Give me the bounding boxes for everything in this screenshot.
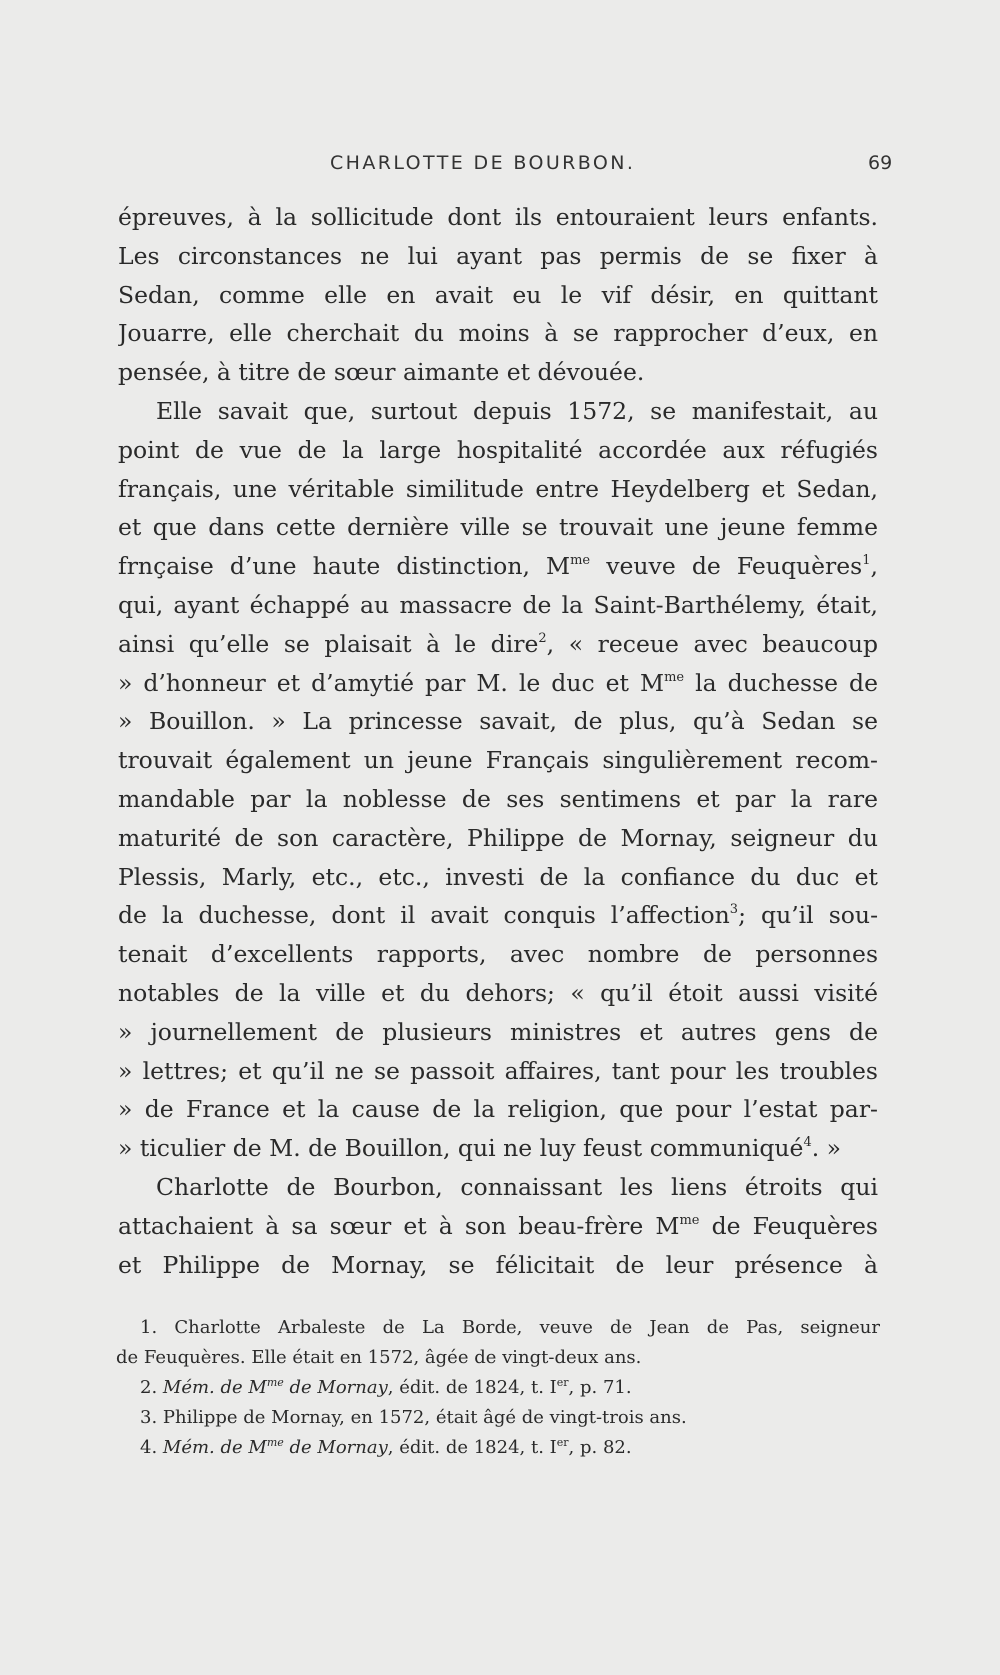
text-line (118, 896, 878, 935)
text-line: » lettres; et qu’il ne se passoit affaires, tant pour les troubles (118, 1056, 878, 1085)
footnote: 1. Charlotte Arbaleste de La Borde, veuve de Jean de Pas, seigneur (140, 1317, 880, 1338)
superscript: me (664, 669, 685, 685)
running-header (0, 152, 1000, 186)
text-fragment: , édit. de 1824, t. I (387, 1377, 557, 1398)
text-line: maturité de son caractère, Philippe de Mornay, seigneur du (118, 823, 878, 852)
footnote-ref: 4 (803, 1135, 812, 1151)
superscript: me (570, 553, 591, 569)
text-fragment: de Mornay (283, 1377, 388, 1398)
superscript: me (679, 1212, 700, 1228)
text-line (118, 1129, 878, 1168)
text-line: » Bouillon. » La princesse savait, de plus, qu’à Sedan se (118, 707, 878, 736)
text-line: Elle savait que, surtout depuis 1572, se manifestait, au (156, 396, 878, 425)
text-fragment: , (870, 552, 878, 581)
footnote: 3. Philippe de Mornay, en 1572, était âgé de vingt-trois ans. (140, 1407, 687, 1428)
text-fragment: Mém. de M (162, 1377, 267, 1398)
text-fragment: frnçaise d’une haute distinction, M (118, 552, 571, 581)
text-line: Jouarre, elle cherchait du moins à se rapprocher d’eux, en (118, 319, 878, 348)
footnote (116, 1373, 880, 1403)
text-line (118, 625, 878, 664)
text-line: Plessis, Marly, etc., etc., investi de la confiance du duc et (118, 862, 878, 891)
footnote-ref: 2 (538, 630, 547, 646)
text-fragment: , p. 71. (568, 1377, 632, 1398)
text-fragment: Mém. de M (162, 1437, 267, 1458)
text-fragment: la duchesse de (684, 668, 878, 697)
text-fragment: veuve de Feuquères (590, 552, 863, 581)
text-fragment: me (266, 1436, 284, 1449)
text-line: pensée, à titre de sœur aimante et dévouée. (118, 358, 645, 387)
text-fragment: me (266, 1376, 284, 1389)
page-number: 69 (868, 152, 893, 174)
text-fragment: » ticulier de M. de Bouillon, qui ne luy feust communiqué (118, 1134, 804, 1163)
text-fragment: 2. (140, 1377, 163, 1398)
text-fragment: . » (811, 1134, 842, 1163)
text-line (118, 664, 878, 703)
text-line: qui, ayant échappé au massacre de la Saint-Barthélemy, était, (118, 590, 878, 619)
text-line: et que dans cette dernière ville se trouvait une jeune femme (118, 513, 878, 542)
text-line: et Philippe de Mornay, se félicitait de leur présence à (118, 1250, 878, 1279)
footnote-ref: 3 (729, 902, 739, 918)
text-fragment: , p. 82. (568, 1437, 632, 1458)
text-line (118, 1207, 878, 1246)
footnotes (116, 1313, 880, 1463)
running-title: CHARLOTTE DE BOURBON. (330, 152, 636, 174)
text-line: épreuves, à la sollicitude dont ils entouraient leurs enfants. (118, 203, 878, 231)
text-line: Sedan, comme elle en avait eu le vif désir, en quittant (118, 280, 878, 309)
text-line: Les circonstances ne lui ayant pas permis de se fixer à (118, 241, 878, 270)
text-line (118, 547, 878, 586)
text-fragment: er (556, 1376, 569, 1389)
text-line: notables de la ville et du dehors; « qu’il étoit aussi visité (118, 978, 878, 1007)
text-line: Charlotte de Bourbon, connaissant les liens étroits qui (156, 1172, 878, 1201)
text-line: mandable par la noblesse de ses sentimens et par la rare (118, 784, 878, 813)
body-text (118, 198, 878, 1284)
text-fragment: , « receue avec beaucoup (546, 629, 878, 658)
text-fragment: ainsi qu’elle se plaisait à le dire (118, 629, 539, 658)
text-line: trouvait également un jeune Français singulièrement recom- (118, 746, 878, 775)
text-fragment: de Feuquères (699, 1211, 878, 1240)
text-line: français, une véritable similitude entre Heydelberg et Sedan, (118, 474, 878, 503)
text-fragment: 4. (140, 1437, 163, 1458)
footnote (116, 1433, 880, 1463)
text-line: » journellement de plusieurs ministres et autres gens de (118, 1017, 878, 1046)
text-fragment: de la duchesse, dont il avait conquis l’affection (118, 901, 730, 930)
text-fragment: attachaient à sa sœur et à son beau-frère M (118, 1211, 680, 1240)
footnote-ref: 1 (862, 553, 871, 569)
text-line: point de vue de la large hospitalité accordée aux réfugiés (118, 435, 878, 464)
text-fragment: , édit. de 1824, t. I (387, 1437, 557, 1458)
text-line: » de France et la cause de la religion, que pour l’estat par- (118, 1095, 878, 1124)
text-fragment: » d’honneur et d’amytié par M. le duc et M (118, 668, 665, 697)
text-fragment: er (556, 1436, 569, 1449)
text-fragment: ; qu’il sou- (738, 901, 878, 930)
footnote-continuation: de Feuquères. Elle était en 1572, âgée de vingt-deux ans. (116, 1347, 642, 1368)
text-line: tenait d’excellents rapports, avec nombre de personnes (118, 940, 878, 969)
text-fragment: de Mornay (283, 1437, 388, 1458)
